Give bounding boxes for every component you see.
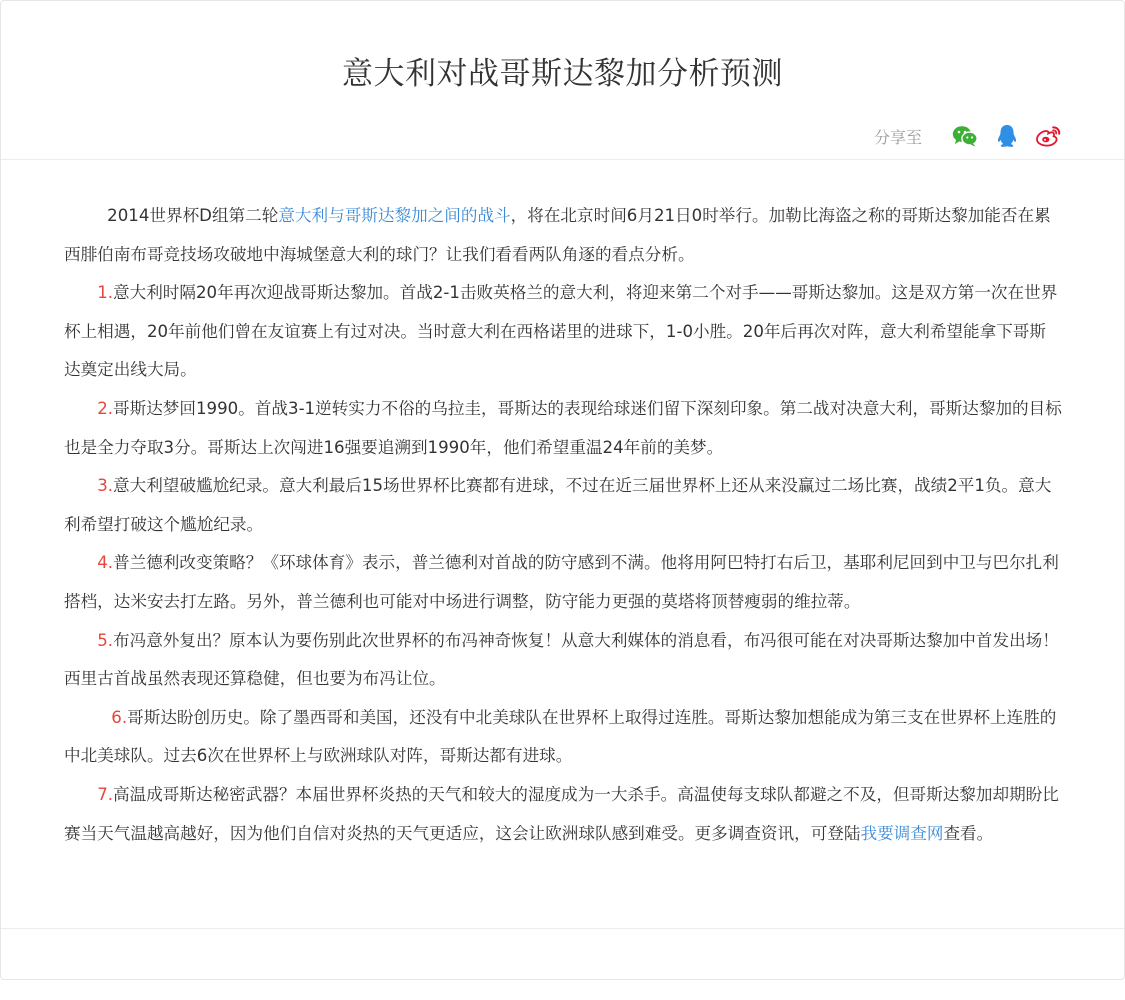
share-label: 分享至: [873, 127, 922, 147]
point-number: 7.: [97, 784, 114, 804]
article-footer: [1, 928, 1124, 980]
intro-text-after: ，将在北京时间6月21日0时举行。加勒比海盗之称的哥斯达黎加能否在累西腓伯南布哥竞技场攻破地中海城堡意大利的球门？让我们看看两队角逐的看点分析。: [64, 206, 1051, 264]
point-text: 意大利望破尴尬纪录。意大利最后15场世界杯比赛都有进球，不过在近三届世界杯上还从来没赢过二场比赛，战绩2平1负。意大利希望打破这个尴尬纪录。: [64, 476, 1052, 534]
share-bar: [874, 121, 1062, 151]
point-number: 4.: [97, 553, 114, 573]
point-paragraph-4: [64, 544, 1062, 621]
point-number: 5.: [97, 630, 114, 650]
point-text: 哥斯达盼创历史。除了墨西哥和美国，还没有中北美球队在世界杯上取得过连胜。哥斯达黎加想能成为第三支在世界杯上连胜的中北美球队。过去6次在世界杯上与欧洲球队对阵，哥斯达都有进球。: [64, 707, 1057, 766]
point-paragraph-1: [64, 274, 1062, 390]
point-text-after: 查看。: [943, 823, 994, 843]
point-paragraph-3: [64, 467, 1062, 544]
intro-link[interactable]: 意大利与哥斯达黎加之间的战斗: [278, 206, 511, 225]
qq-icon[interactable]: [994, 123, 1020, 149]
point-number: 6.: [111, 707, 128, 727]
point-paragraph-2: [64, 390, 1062, 467]
point-text: 布冯意外复出？原本认为要伤别此次世界杯的布冯神奇恢复！从意大利媒体的消息看，布冯很可能在对决哥斯达黎加中首发出场！西里古首战虽然表现还算稳健，但也要为布冯让位。: [64, 630, 1059, 689]
point-text: 普兰德利改变策略？《环球体育》表示，普兰德利对首战的防守感到不满。他将用阿巴特打右后卫，基耶利尼回到中卫与巴尔扎利搭档，达米安去打左路。另外，普兰德利也可能对中场进行调整，防守能力更强的莫塔将顶替瘦弱的维拉蒂。: [64, 553, 1059, 611]
weibo-icon[interactable]: [1036, 123, 1062, 149]
survey-site-link[interactable]: 我要调查网: [860, 823, 944, 843]
intro-paragraph: [64, 197, 1062, 274]
article-header: [1, 1, 1124, 160]
page-title: 意大利对战哥斯达黎加分析预测: [342, 56, 783, 92]
point-text: 哥斯达梦回1990。首战3-1逆转实力不俗的乌拉圭，哥斯达的表现给球迷们留下深刻印象。第二战对决意大利，哥斯达黎加的目标也是全力夺取3分。哥斯达上次闯进16强要追溯到1990年，他们希望重温24年前的美梦。: [64, 398, 1062, 457]
point-paragraph-6: [64, 699, 1062, 776]
intro-text-before: 2014世界杯D组第二轮: [107, 206, 279, 225]
point-number: 2.: [97, 398, 114, 418]
point-paragraph-5: [64, 622, 1062, 699]
article-body: [64, 197, 1062, 853]
point-paragraph-7: [64, 776, 1062, 853]
wechat-icon[interactable]: [952, 123, 978, 149]
point-number: 3.: [97, 476, 114, 496]
point-text: 意大利时隔20年再次迎战哥斯达黎加。首战2-1击败英格兰的意大利，将迎来第二个对手——哥斯达黎加。这是双方第一次在世界杯上相遇，20年前他们曾在友谊赛上有过对决。当时意大利在西格诺里的进球下，1-0小胜。20年后再次对阵，意大利希望能拿下哥斯达奠定出线大局。: [64, 283, 1058, 380]
point-text: 高温成哥斯达秘密武器？本届世界杯炎热的天气和较大的湿度成为一大杀手。高温使每支球队都避之不及，但哥斯达黎加却期盼比赛当天气温越高越好，因为他们自信对炎热的天气更适应，这会让欧洲球队感到难受。更多调查资讯，可登陆: [64, 784, 1059, 843]
point-number: 1.: [97, 283, 114, 303]
